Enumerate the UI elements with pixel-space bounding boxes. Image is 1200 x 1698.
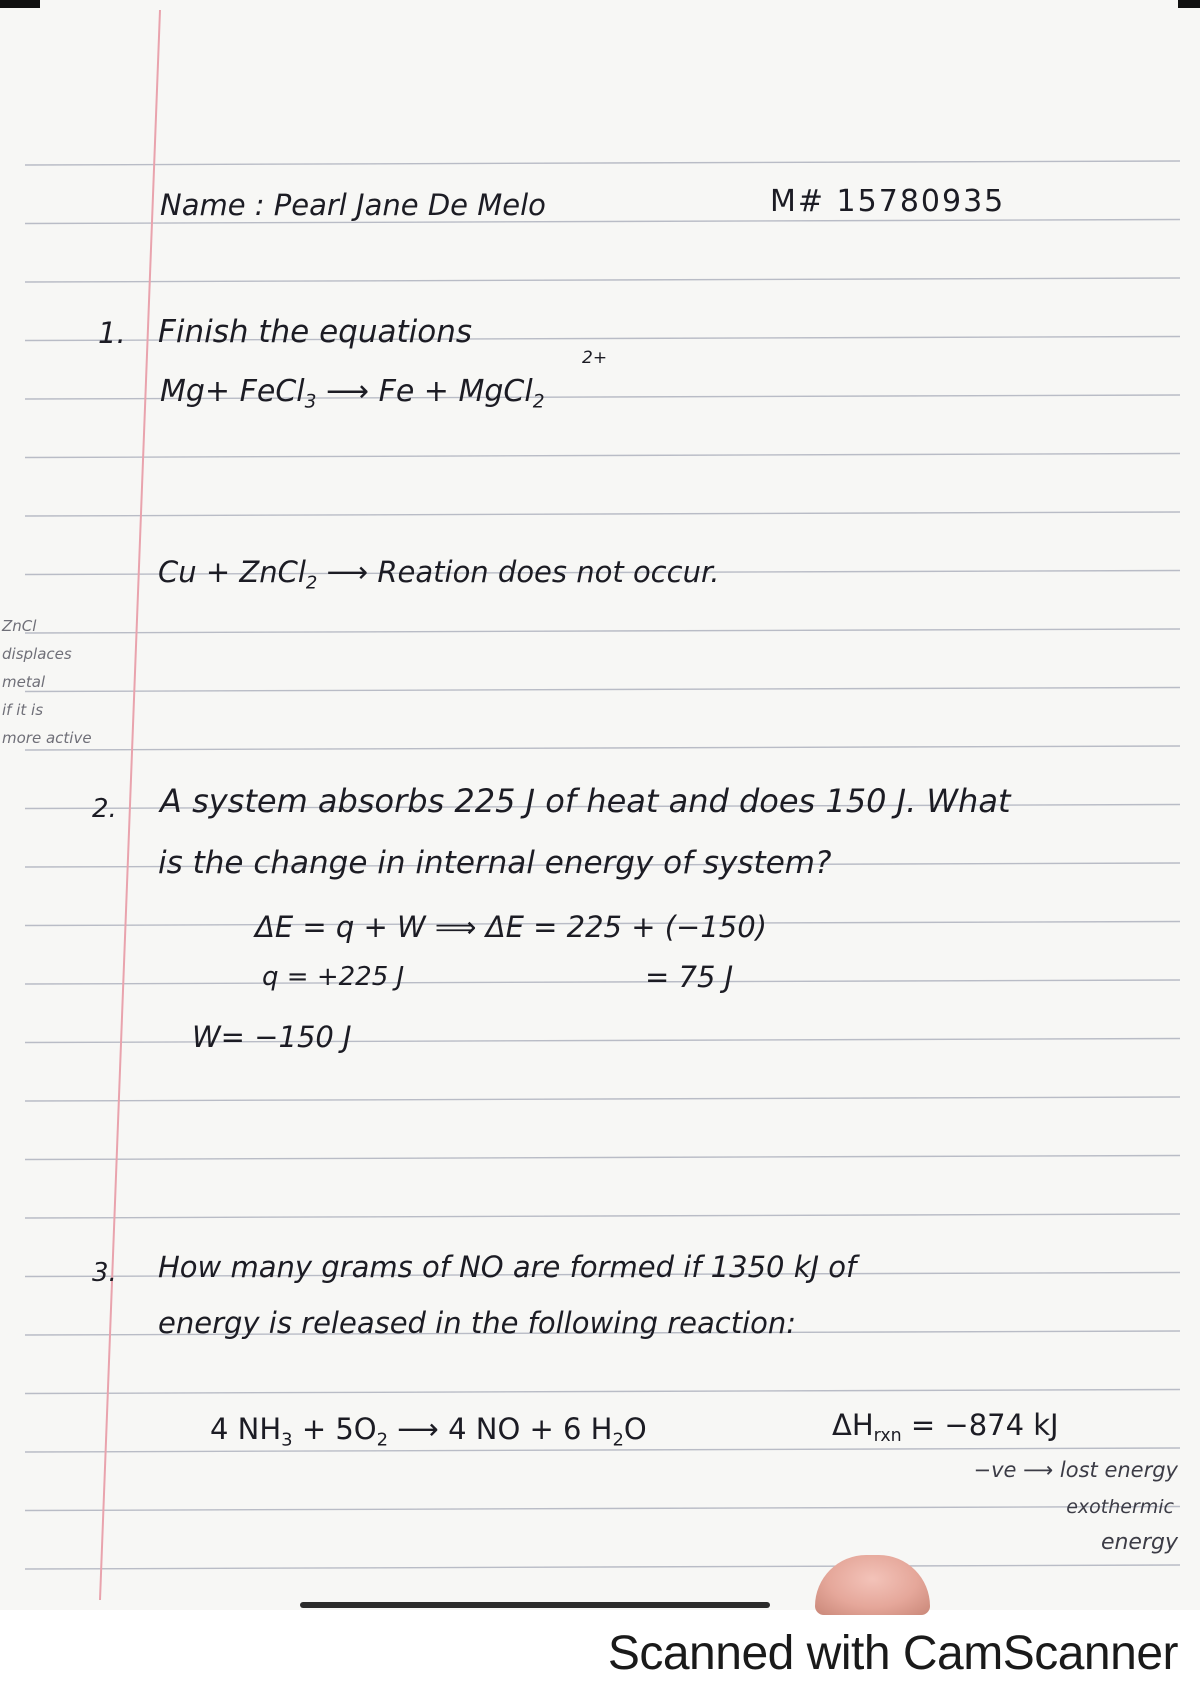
- student-id: M# 15780935: [770, 184, 1006, 219]
- ruled-line-14: [25, 980, 1180, 984]
- ruled-line-9: [25, 688, 1180, 692]
- ruled-line-17: [25, 1156, 1180, 1160]
- q3-side-note-2: exothermic: [1066, 1496, 1174, 1518]
- ruled-line-10: [25, 746, 1180, 750]
- scan-edge-shadow: [300, 1602, 770, 1608]
- student-name: Name : Pearl Jane De Melo: [160, 188, 546, 222]
- q1-title: Finish the equations: [158, 314, 473, 350]
- q1-number: 1.: [98, 316, 126, 350]
- ruled-line-24: [25, 1565, 1180, 1569]
- q3-side-note-1: −ve ⟶ lost energy: [973, 1458, 1178, 1482]
- q2-question-line-2: is the change in internal energy of system?: [158, 845, 832, 881]
- q3-question-line-1: How many grams of NO are formed if 1350 kJ of: [158, 1250, 857, 1284]
- ruled-line-18: [25, 1214, 1180, 1218]
- ruled-line-0: [25, 161, 1180, 165]
- ruled-line-21: [25, 1390, 1180, 1394]
- q3-enthalpy: $\Delta H_{rxn} = -874$ kJ: [832, 1408, 1059, 1447]
- q3-side-note-3: energy: [1100, 1530, 1178, 1555]
- q2-work-line-3: W= −150 J: [192, 1020, 352, 1054]
- q3-question-line-2: energy is released in the following reaction:: [158, 1306, 797, 1340]
- ruled-line-23: [25, 1507, 1180, 1511]
- q1-equation-2: Cu + ZnCl$_2$ ⟶ Reation does not occur.: [158, 555, 720, 594]
- ruled-line-5: [25, 454, 1180, 458]
- q3-reaction: 4 $NH_3 + 5O_2$ ⟶ 4 NO + 6 $H_2O$: [210, 1412, 647, 1451]
- scanner-watermark: Scanned with CamScanner: [607, 1627, 1178, 1680]
- q2-work-line-1: ΔE = q + W ⟹ ΔE = 225 + (−150): [255, 910, 767, 944]
- ruled-line-6: [25, 512, 1180, 516]
- q2-work-line-2a: q = +225 J: [262, 962, 405, 992]
- scan-corner-mark-right: [1178, 0, 1200, 8]
- margin-note: ZnCl displaces metal if it is more active: [2, 617, 92, 747]
- scan-corner-mark: [0, 0, 40, 8]
- q2-question-line-1: A system absorbs 225 J of heat and does 150 J. What: [160, 782, 1011, 820]
- ruled-line-2: [25, 278, 1180, 282]
- q1-equation-1: Mg+ FeCl$_3$ ⟶ Fe + MgCl$_2$: [160, 374, 545, 413]
- ruled-line-8: [25, 629, 1180, 633]
- q3-number: 3.: [92, 1258, 117, 1288]
- q1-charge-note: 2+: [582, 348, 608, 368]
- q2-work-line-2b: = 75 J: [645, 960, 734, 994]
- ruled-line-16: [25, 1097, 1180, 1101]
- q2-number: 2.: [92, 794, 117, 824]
